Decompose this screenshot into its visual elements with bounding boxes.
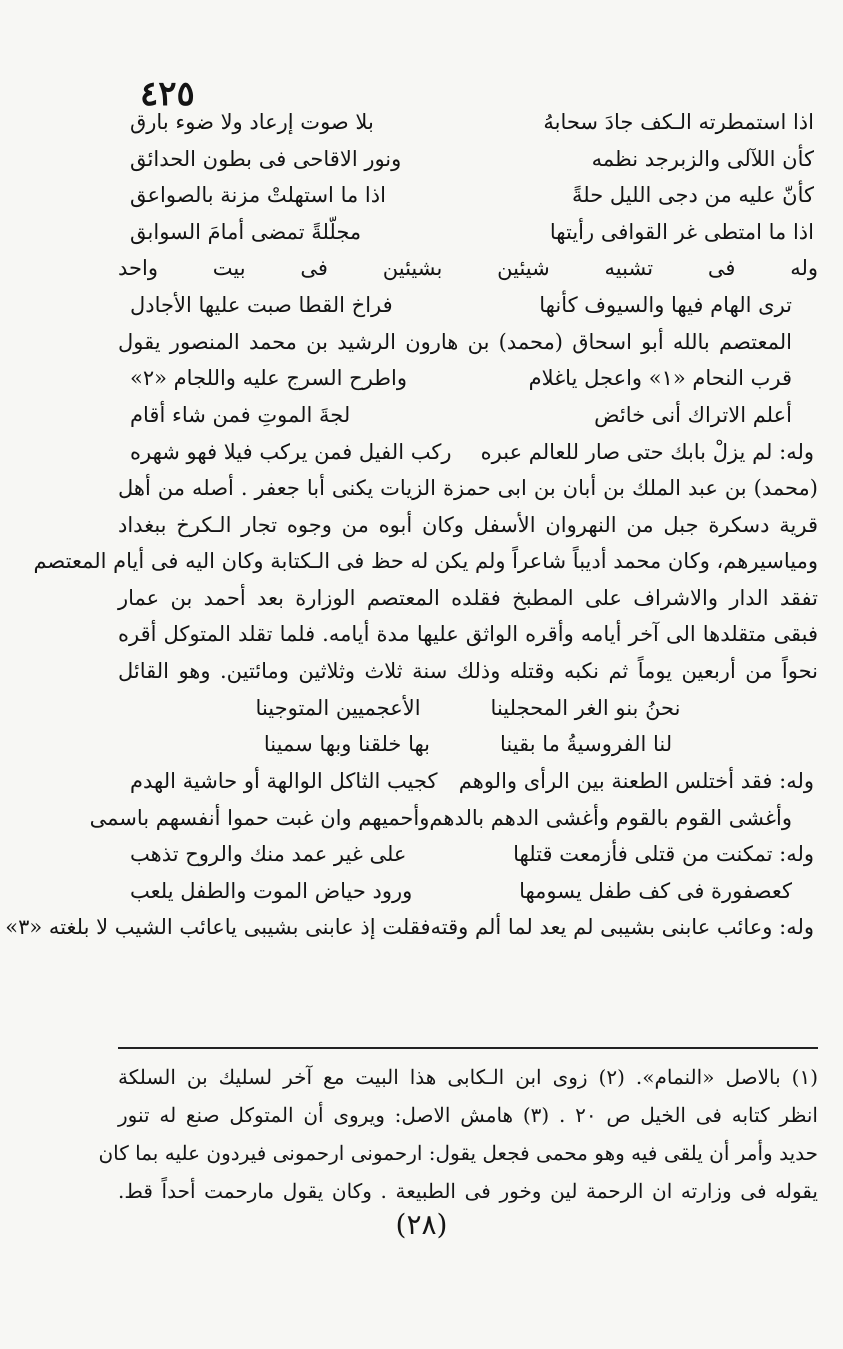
text-line: نحواً من أربعين يوماً ثم نكبه وقتله وذلك سنة ثلاث وثلاثين ومائتين. وهو القائل — [118, 658, 818, 683]
verse-line — [118, 141, 818, 178]
verse-line — [118, 397, 818, 434]
text-line: (محمد) بن عبد الملك بن أبان بن ابى حمزة الزيات يكنى أبا جعفر . أصله من أهل — [118, 475, 818, 500]
text-line: قرية دسكرة جبل من النهروان الأسفل وكان أبوه من وجوه تجار الـكرخ ببغداد — [118, 512, 818, 537]
footnote-line: انظر كتابه فى الخيل ص ٢٠ . (٣) هامش الاصل: ويروى أن المتوكل صنع له تنور — [118, 1103, 818, 1127]
second-hemistich: اذا ما استهلتْ مزنة بالصواعق — [130, 183, 386, 208]
second-hemistich: على غير عمد منك والروح تذهب — [130, 842, 407, 867]
first-hemistich: وله: تمكنت من قتلى فأزمعت قتلها — [513, 842, 814, 867]
second-hemistich: مجلّلةً تمضى أمامَ السوابق — [130, 220, 362, 245]
first-hemistich: اذا استمطرته الـكف جادَ سحابهُ — [543, 110, 814, 135]
first-hemistich: كعصفورة فى كف طفل يسومها — [519, 878, 792, 903]
second-hemistich: ورود حياض الموت والطفل يلعب — [130, 878, 413, 903]
first-hemistich: اذا ما امتطى غر القوافى رأيتها — [549, 220, 814, 245]
verse-line — [5, 909, 818, 946]
footnote-divider — [118, 1047, 818, 1049]
verse-line — [118, 872, 818, 909]
second-hemistich: ونور الاقاحى فى بطون الحدائق — [130, 146, 402, 171]
text-line: فبقى متقلدها الى آخر أيامه وأقره الواثق عليها مدة أيامه. فلما تقلد المتوكل أقره — [118, 622, 818, 647]
verse-line — [118, 836, 818, 873]
verse-line — [118, 726, 818, 763]
verse-line — [118, 763, 818, 800]
second-hemistich: فراخ القطا صبت عليها الأجادل — [130, 293, 393, 318]
second-hemistich: الأعجميين المتوجينا — [255, 695, 421, 720]
first-hemistich: لنا الفروسيةُ ما بقينا — [500, 732, 673, 757]
verse-line — [118, 433, 818, 470]
verse-line — [118, 214, 818, 251]
second-hemistich: بها خلقنا وبها سمينا — [263, 732, 430, 757]
verse-line — [118, 690, 818, 727]
second-hemistich: وأحميهم وان غبت حموا أنفسهم باسمى — [89, 805, 430, 830]
second-hemistich: لجةَ الموتِ فمن شاء أقام — [130, 403, 351, 428]
main-text — [5, 104, 818, 946]
first-hemistich: وله: فقد أختلس الطعنة بين الرأى والوهم — [458, 768, 814, 793]
second-hemistich: ركب الفيل فمن يركب فيلا فهو شهره — [130, 439, 452, 464]
first-hemistich: كأن اللآلى والزبرجد نظمه — [591, 146, 814, 171]
footnote-line: حديد وأمر أن يلقى فيه وهو محمى فجعل يقول: ارحمونى ارحمونى فيردون عليه بما كان — [98, 1141, 818, 1165]
second-hemistich: كجيب الثاكل الوالهة أو حاشية الهدم — [130, 768, 438, 793]
first-hemistich: نحنُ بنو الغر المحجلينا — [490, 695, 681, 720]
second-hemistich: واطرح السرج عليه واللجام «٢» — [130, 366, 407, 391]
footnotes — [98, 1058, 818, 1210]
text-line: تفقد الدار والاشراف على المطبخ فقلده المعتصم الوزارة بعد أحمد بن عمار — [118, 585, 818, 610]
verse-line — [89, 799, 818, 836]
text-line: ومياسيرهم، وكان محمد أديباً شاعراً ولم يكن له حظ فى الـكتابة وكان اليه فى أيام المعتصم — [33, 549, 818, 574]
second-hemistich: بلا صوت إرعاد ولا ضوء بارق — [130, 110, 374, 135]
first-hemistich: وله: لم يزلْ بابك حتى صار للعالم عبره — [480, 439, 814, 464]
first-hemistich: وله: وعائب عابنى بشيبى لم يعد لما ألم وقته — [430, 915, 814, 940]
page-number: ٤٢٥ — [140, 74, 195, 114]
verse-line — [118, 104, 818, 141]
footnote-line: يقوله فى وزارته ان الرحمة لين وخور فى الطبيعة . وكان يقول مارحمت أحداً قط. — [118, 1179, 818, 1203]
text-line: وله فى تشبيه شيئين بشيئين فى بيت واحد — [118, 256, 818, 281]
first-hemistich: ترى الهام فيها والسيوف كأنها — [539, 293, 792, 318]
first-hemistich: قرب النحام «١» واعجل ياغلام — [528, 366, 792, 391]
first-hemistich: أعلم الاتراك أنى خائض — [594, 403, 792, 428]
verse-line — [118, 360, 818, 397]
footnote-line: (١) بالاصل «النمام». (٢) زوى ابن الـكابى هذا البيت مع آخر لسليك بن السلكة — [118, 1065, 818, 1089]
first-hemistich: كأنّ عليه من دجى الليل حلةً — [572, 183, 814, 208]
first-hemistich: وأغشى القوم بالقوم وأغشى الدهم بالدهم — [429, 805, 792, 830]
text-line: المعتصم بالله أبو اسحاق (محمد) بن هارون الرشيد بن محمد المنصور يقول — [118, 329, 792, 354]
verse-line — [118, 287, 818, 324]
verse-line — [118, 177, 818, 214]
second-hemistich: فقلت إذ عابنى بشيبى ياعائب الشيب لا بلغته «٣» — [5, 915, 431, 940]
signature-mark: (٢٨) — [395, 1208, 448, 1241]
